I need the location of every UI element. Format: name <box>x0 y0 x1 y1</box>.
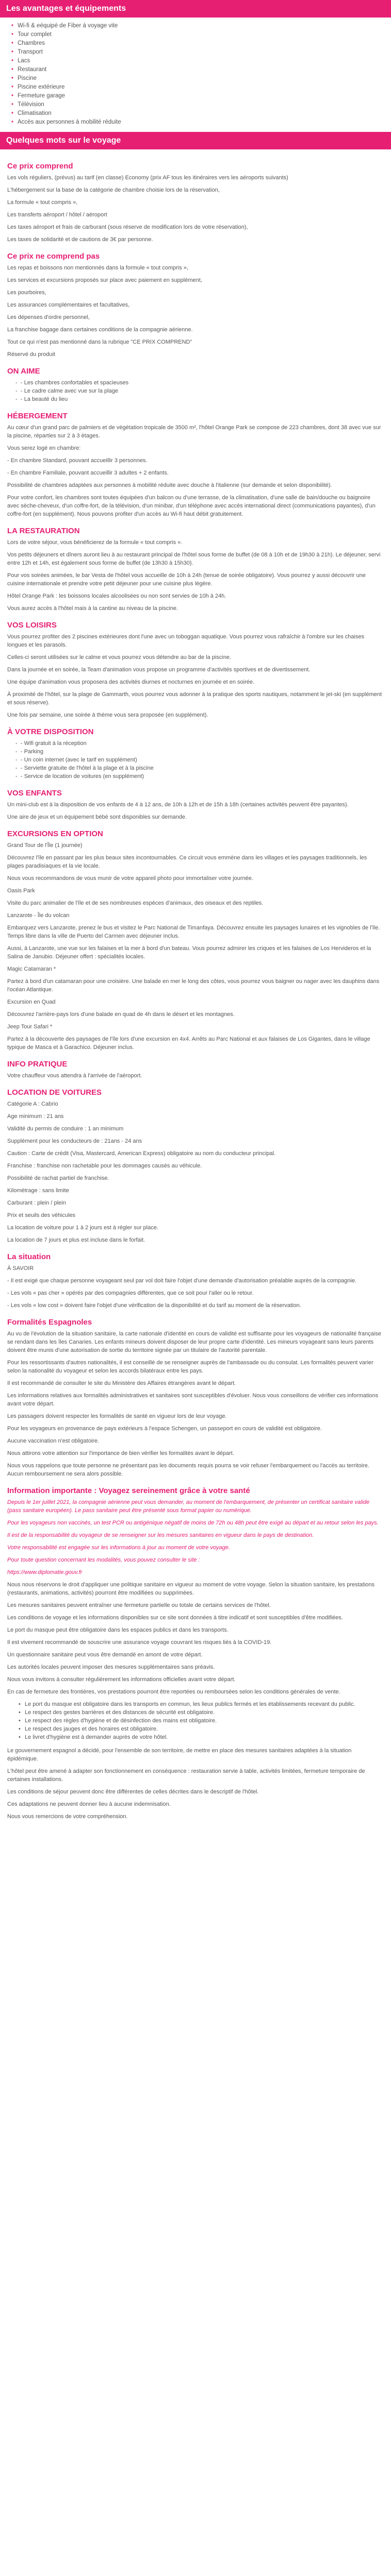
formalities-title: Formalités Espagnoles <box>7 1318 92 1327</box>
paragraph: Les conditions de voyage et les informations disponibles sur ce site sont données à titre indicatif et sont susceptibles d'être modifiées. <box>7 1615 343 1621</box>
paragraph: Nous vous recommandons de vous munir de votre appareil photo pour immortaliser votre journée. <box>7 875 253 882</box>
paragraph: Les repas et boissons non mentionnés dans la formule « tout compris », <box>7 265 188 271</box>
paragraph: Excursion en Quad <box>7 999 56 1005</box>
paragraph: Il est recommandé de consulter le site du Ministère des Affaires étrangères avant le départ. <box>7 1380 236 1386</box>
disposal-list <box>7 739 384 781</box>
paragraph: Caution : Carte de crédit (Visa, Mastercard, American Express) obligatoire au nom du conducteur principal. <box>7 1150 276 1157</box>
exclusions-caption: Réservé du produit <box>7 351 55 358</box>
benefits-list <box>0 18 391 132</box>
excluded-title: Ce prix ne comprend pas <box>7 252 100 261</box>
situation-title: La situation <box>7 1252 51 1261</box>
children-title: VOS ENFANTS <box>7 789 62 798</box>
list-item: • Piscine <box>11 74 391 83</box>
paragraph: Les transferts aéroport / hôtel / aéroport <box>7 212 107 218</box>
paragraph: Découvrez l'île en passant par les plus beaux sites incontournables. Ce circuit vous emmène dans les villages et les paysages traditionnels, les plages paradisiaques et la vie locale. <box>7 855 367 869</box>
paragraph: Le port du masque peut être obligatoire dans les espaces publics et dans les transports. <box>7 1627 229 1633</box>
paragraph: Franchise : franchise non rachetable pour les dommages causés au véhicule. <box>7 1163 202 1169</box>
paragraph: Magic Catamaran * <box>7 966 56 972</box>
paragraph: Nous vous invitons à consulter régulièrement les informations officielles avant votre départ. <box>7 1676 236 1683</box>
paragraph: Possibilité de chambres adaptées aux personnes à mobilité réduite avec douche à l'italienne (sur demande et selon disponibilité). <box>7 482 332 488</box>
paragraph: Partez à la découverte des paysages de l'île lors d'une excursion en 4x4. Arrêts au Parc National et aux falaises de Los Gigantes, dans le village typique de Masca et à Garachico. Déjeuner inclus. <box>7 1036 370 1050</box>
paragraph: Embarquez vers Lanzarote, prenez le bus et visitez le Parc National de Timanfaya. Découvrez ensuite les paysages lunaires et les vignobles de l'île. Temps libre dans la ville de Puerto del Carmen avec déjeuner inclus. <box>7 925 380 939</box>
paragraph: La location de voiture pour 1 à 2 jours est à régler sur place. <box>7 1225 158 1231</box>
paragraph: Visite du parc animalier de l'île et de ses nombreuses espèces d'animaux, des oiseaux et des reptiles. <box>7 900 264 906</box>
paragraph: Le gouvernement espagnol a décidé, pour l'ensemble de son territoire, de mettre en place des mesures sanitaires adaptées à la situation épidémique. <box>7 1748 352 1762</box>
paragraph: Depuis le 1er juillet 2021, la compagnie aérienne peut vous demander, au moment de l'embarquement, de présenter un certificat sanitaire valide (pass sanitaire européen). Le pass sanitaire peut être présenté sous format papier ou numérique. <box>7 1499 370 1514</box>
paragraph: Les dépenses d'ordre personnel, <box>7 314 90 320</box>
paragraph: Partez à bord d'un catamaran pour une croisière. Une balade en mer le long des côtes, vous pourrez vous baigner ou nager avec les dauphins dans l'océan Atlantique. <box>7 978 380 993</box>
paragraph: Les assurances complémentaires et facultatives, <box>7 302 130 308</box>
list-item: • Chambres <box>11 39 391 48</box>
disposal-title: À VOTRE DISPOSITION <box>7 727 94 736</box>
paragraph: Un mini-club est à la disposition de vos enfants de 4 à 12 ans, de 10h à 12h et de 15h à 18h (certaines activités peuvent être payantes). <box>7 802 349 808</box>
list-item: • Le livret d'hygiène est à demander auprès de votre hôtel. <box>19 1733 384 1741</box>
car-category: Catégorie A : Cabrio <box>7 1101 58 1107</box>
paragraph: La location de 7 jours et plus est incluse dans le forfait. <box>7 1237 145 1243</box>
paragraph: - En chambre Standard, pouvant accueillir 3 personnes. <box>7 457 148 464</box>
paragraph: Hôtel Orange Park : les boissons locales alcoolisées ou non sont servies de 10h à 24h. <box>7 593 226 599</box>
paragraph: Pour votre confort, les chambres sont toutes équipées d'un balcon ou d'une terrasse, de la climatisation, d'une salle de bain/douche ou baignoire avec sèche-cheveux, d'un coffre-fort, de la télévision, d'un minibar, d'un téléphone avec accès international direct (communications payantes), d'un coffre-fort (en supplément). Nous pouvons profiter d'un accès au Wi-fi haut débit gratuitement. <box>7 495 376 517</box>
list-item: • Télévision <box>11 100 391 109</box>
list-item: • Fermeture garage <box>11 92 391 100</box>
paragraph: Les informations relatives aux formalités administratives et sanitaires sont susceptibles d'évoluer. Nous vous conseillons de vérifier ces informations avant votre départ. <box>7 1393 379 1407</box>
paragraph: L'hébergement sur la base de la catégorie de chambre choisie lors de la réservation, <box>7 187 220 193</box>
lodging-title: HÉBERGEMENT <box>7 412 68 420</box>
onsite-list <box>7 379 384 403</box>
paragraph: Nous vous remercions de votre compréhension. <box>7 1814 128 1820</box>
paragraph: Les vols réguliers, (prévus) au tarif (en classe) Economy (prix AF tous les itinéraires vers les aéroports suivants) <box>7 175 288 181</box>
paragraph: Celles-ci seront utilisées sur le calme et vous pourrez vous détendre au bar de la piscine. <box>7 654 232 660</box>
paragraph: Pour vos soirées animées, le bar Vesta de l'hôtel vous accueille de 10h à 24h (tenue de soirée obligatoire). Vous pourrez y aussi découvrir une cuisine internationale et prendre votre petit déjeuner pour une cuisine plus légère. <box>7 572 366 587</box>
paragraph: Pour les voyageurs en provenance de pays extérieurs à l'espace Schengen, un passeport en cours de validité est obligatoire. <box>7 1426 322 1432</box>
paragraph: Lanzarote - Île du volcan <box>7 912 70 919</box>
paragraph: Pour les voyageurs non vaccinés, un test PCR ou antigénique négatif de moins de 72h ou 48h peut être exigé au départ et au retour selon les pays. <box>7 1520 379 1526</box>
paragraph: Les taxes aéroport et frais de carburant (sous réserve de modification lors de votre réservation), <box>7 224 248 230</box>
list-item: • Transport <box>11 48 391 57</box>
info-content <box>0 149 391 1829</box>
list-item: • Lacs <box>11 57 391 65</box>
paragraph: Dans la journée et en soirée, la Team d'animation vous propose un programme d'activités sportives et de divertissement. <box>7 667 311 673</box>
paragraph: La franchise bagage dans certaines conditions de la compagnie aérienne. <box>7 327 193 333</box>
paragraph: Il est de la responsabilité du voyageur de se renseigner sur les mesures sanitaires en vigueur dans le pays de destination. <box>7 1532 314 1538</box>
paragraph: Pour les ressortissants d'autres nationalités, il est conseillé de se renseigner auprès de l'ambassade ou du consulat. Les formalités peuvent varier selon la nationalité du voyageur et selon les accords bilatéraux entre les pays. <box>7 1360 373 1374</box>
list-item: • Wi-fi & eéquipé de Fiber à voyage vite <box>11 22 391 30</box>
list-item: • Accès aux personnes à mobilité réduite <box>11 118 391 127</box>
paragraph: Votre chauffeur vous attendra à l'arrivée de l'aéroport. <box>7 1073 142 1079</box>
paragraph: Oasis Park <box>7 888 35 894</box>
list-item: • Tour complet <box>11 30 391 39</box>
included-title: Ce prix comprend <box>7 162 73 171</box>
paragraph: En cas de fermeture des frontières, vos prestations pourront être reportées ou remboursées selon les conditions générales de vente. <box>7 1689 340 1695</box>
paragraph: Tout ce qui n'est pas mentionné dans la rubrique "CE PRIX COMPREND" <box>7 339 192 345</box>
paragraph: Pour toute question concernant les modalités, vous pouvez consulter le site : <box>7 1557 200 1563</box>
paragraph: Les pourboires, <box>7 290 46 296</box>
final-bullets <box>7 1700 384 1741</box>
list-item: • Le respect des gestes barrières et des distances de sécurité est obligatoire. <box>19 1708 384 1717</box>
paragraph: Les autorités locales peuvent imposer des mesures supplémentaires sans préavis. <box>7 1664 215 1670</box>
car-title: LOCATION DE VOITURES <box>7 1088 102 1097</box>
paragraph: Validité du permis de conduire : 1 an minimum <box>7 1126 124 1132</box>
paragraph: Jeep Tour Safari * <box>7 1024 53 1030</box>
paragraph: À proximité de l'hôtel, sur la plage de Gammarth, vous pourrez vous adonner à la pratique des sports nautiques, notamment le jet-ski (en supplément et sous réserve). <box>7 691 382 706</box>
paragraph: Il est vivement recommandé de souscrire une assurance voyage couvrant les risques liés à la COVID-19. <box>7 1639 272 1646</box>
paragraph: Vos petits déjeuners et dîners auront lieu à au restaurant principal de l'hôtel sous forme de buffet (de 08 à 10h et de 19h30 à 21h). Le déjeuner, servi entre 12h et 14h, est également sous forme de buffet (de 13h30 à 15h30). <box>7 552 381 566</box>
restaurant-title: LA RESTAURATION <box>7 527 80 535</box>
info-header: Quelques mots sur le voyage <box>0 132 391 149</box>
paragraph: Les taxes de solidarité et de cautions de 3€ par personne. <box>7 236 153 243</box>
paragraph: Votre responsabilité est engagée sur les informations à jour au moment de votre voyage. <box>7 1545 230 1551</box>
paragraph: Les mesures sanitaires peuvent entraîner une fermeture partielle ou totale de certains services de l'hôtel. <box>7 1602 271 1608</box>
paragraph: Au vu de l'évolution de la situation sanitaire, la carte nationale d'identité en cours de validité est suffisante pour les voyageurs de nationalité française se rendant dans les îles Canaries. Les enfants mineurs doivent disposer de leur propre carte d'identité. Les mineurs voyageant sans leurs parents doivent être munis d'une autorisation de sortie du territoire signée par un titulaire de l'autorité parentale. <box>7 1331 381 1353</box>
paragraph: Nous attirons votre attention sur l'importance de bien vérifier les formalités avant le départ. <box>7 1450 234 1456</box>
paragraph: Nous nous réservons le droit d'appliquer une politique sanitaire en vigueur au moment de votre voyage. Selon la situation sanitaire, les prestations (restaurants, animations, activités) pourront être modifiées ou supprimées. <box>7 1582 375 1596</box>
paragraph: Une fois par semaine, une soirée à thème vous sera proposée (en supplément). <box>7 712 208 718</box>
excursions-title: EXCURSIONS EN OPTION <box>7 829 103 838</box>
list-item: - - Serviette gratuite de l'hôtel à la plage et à la piscine <box>15 764 384 772</box>
paragraph: Une équipe d'animation vous proposera des activités diurnes et nocturnes en journée et en soirée. <box>7 679 255 685</box>
paragraph: Age minimum : 21 ans <box>7 1113 64 1120</box>
paragraph: Les conditions de séjour peuvent donc être différentes de celles décrites dans le descriptif de l'hôtel. <box>7 1789 259 1795</box>
paragraph: Découvrez l'arrière-pays lors d'une balade en quad de 4h dans le désert et les montagnes. <box>7 1011 235 1018</box>
paragraph: La formule « tout compris », <box>7 199 78 206</box>
paragraph: - Il est exigé que chaque personne voyageant seul par vol doit faire l'objet d'une demande d'autorisation préalable auprès de la compagnie. <box>7 1278 357 1284</box>
paragraph: Aucune vaccination n'est obligatoire. <box>7 1438 100 1444</box>
paragraph: Nous vous rappelons que toute personne ne présentant pas les documents requis pourra se voir refuser l'embarquement ou l'accès au territoire. Aucun remboursement ne sera alors possible. <box>7 1463 369 1477</box>
list-item: • Restaurant <box>11 65 391 74</box>
list-item: • Le port du masque est obligatoire dans les transports en commun, les lieux publics fermés et les établissements recevant du public. <box>19 1700 384 1708</box>
benefits-header: Les avantages et équipements <box>0 0 391 18</box>
traveler-title: Information importante : Voyagez sereinement grâce à votre santé <box>7 1486 250 1495</box>
situation-subtitle: À SAVOIR <box>7 1265 34 1272</box>
list-item: - - Un coin internet (avec le tarif en supplément) <box>15 756 384 764</box>
list-item: - - Le cadre calme avec vue sur la plage <box>15 387 384 395</box>
list-item: • Le respect des jauges et des horaires est obligatoire. <box>19 1725 384 1733</box>
leisure-title: VOS LOISIRS <box>7 621 57 630</box>
paragraph: Possibilité de rachat partiel de franchise. <box>7 1175 109 1181</box>
paragraph: Ces adaptations ne peuvent donner lieu à aucune indemnisation. <box>7 1801 171 1807</box>
list-item: - - Service de location de voitures (en supplément) <box>15 772 384 781</box>
list-item: - - Parking <box>15 748 384 756</box>
paragraph: Grand Tour de l'Île (1 journée) <box>7 842 83 849</box>
paragraph: Vous aurez accès à l'hôtel mais à la cantine au niveau de la piscine. <box>7 605 178 612</box>
paragraph: - Les vols « low cost » doivent faire l'objet d'une vérification de la disponibilité et du tarif au moment de la réservation. <box>7 1302 301 1309</box>
list-item: - - Les chambres confortables et spacieuses <box>15 379 384 387</box>
paragraph: Au cœur d'un grand parc de palmiers et de végétation tropicale de 3500 m², l'hôtel Orange Park se compose de 223 chambres, dont 38 avec vue sur la piscine, réparties sur 2 à 3 étages. <box>7 425 381 439</box>
paragraph: Vous pourrez profiter des 2 piscines extérieures dont l'une avec un toboggan aquatique. Vous pourrez vous rafraîchir à l'ombre sur les chaises longues et les parasols. <box>7 634 365 648</box>
paragraph: L'hôtel peut être amené à adapter son fonctionnement en conséquence : restauration servie à table, activités limitées, fermeture temporaire de certaines installations. <box>7 1768 365 1783</box>
paragraph: Aussi, à Lanzarote, une vue sur les falaises et la mer à bord d'un bateau. Vous pourrez admirer les criques et les falaises de Los Hervideros et la Salina de Janubio. Déjeuner offert : spécialités locales. <box>7 945 371 960</box>
paragraph: https://www.diplomatie.gouv.fr <box>7 1569 83 1575</box>
paragraph: Un questionnaire sanitaire peut vous être demandé en amont de votre départ. <box>7 1652 203 1658</box>
paragraph: Carburant : plein / plein <box>7 1200 66 1206</box>
paragraph: - En chambre Familiale, pouvant accueillir 3 adultes + 2 enfants. <box>7 470 169 476</box>
list-item: - - La beauté du lieu <box>15 395 384 403</box>
paragraph: Kilométrage : sans limite <box>7 1188 69 1194</box>
paragraph: Les passagers doivent respecter les formalités de santé en vigueur lors de leur voyage. <box>7 1413 227 1419</box>
infopratique-title: INFO PRATIQUE <box>7 1060 68 1069</box>
paragraph: Une aire de jeux et un équipement bébé sont disponibles sur demande. <box>7 814 187 820</box>
paragraph: - Les vols « pas cher » opérés par des compagnies différentes, que ce soit pour l'aller ou le retour. <box>7 1290 254 1296</box>
price-title: Prix et seuils des véhicules <box>7 1212 76 1218</box>
list-item: - - Wifi gratuit à la réception <box>15 739 384 748</box>
list-item: • Climatisation <box>11 109 391 118</box>
paragraph: Lors de votre séjour, vous bénéficierez de la formule « tout compris ». <box>7 539 183 546</box>
paragraph: Vous serez logé en chambre: <box>7 445 81 451</box>
list-item: • Piscine extérieure <box>11 83 391 92</box>
list-item: • Le respect des règles d'hygiène et de désinfection des mains est obligatoire. <box>19 1717 384 1725</box>
paragraph: Supplément pour les conducteurs de : 21ans - 24 ans <box>7 1138 142 1144</box>
paragraph: Les services et excursions proposés sur place avec paiement en supplément, <box>7 277 202 283</box>
onsite-title: ON AIME <box>7 367 40 376</box>
